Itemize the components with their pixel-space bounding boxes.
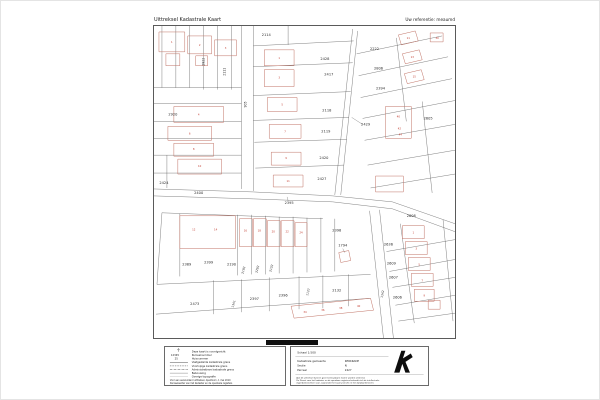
- parcel-number-label: 2636: [383, 242, 393, 247]
- house-number-label: 11: [406, 36, 410, 40]
- map-labels: [159, 33, 439, 314]
- house-number-label: 1: [412, 231, 415, 235]
- legend-item-label: Administratieve kadastrale grens: [191, 368, 234, 372]
- legend-item-label: Vastgestelde kadastrale grens: [191, 361, 231, 365]
- parcel-number-label: 1341: [230, 299, 237, 309]
- parcel-number-label: 905: [243, 101, 248, 108]
- map-header: [153, 12, 456, 25]
- parcel-number-label: 2119: [321, 129, 331, 134]
- house-number-label: 10: [198, 165, 202, 169]
- parcel-number-label: 2394: [375, 86, 386, 91]
- parcel-number-label: 2292: [254, 265, 261, 274]
- black-marker-bar: [266, 340, 318, 345]
- parcel-number-label: 2429: [361, 122, 371, 127]
- cadastral-map: [153, 25, 456, 339]
- house-number-label: 16: [243, 229, 248, 233]
- info-field-label: Perceel: [297, 368, 307, 372]
- parcel-number-label: 2920: [168, 112, 178, 117]
- house-number-label: 12: [192, 228, 196, 232]
- house-number-label: 1: [171, 40, 173, 44]
- parcel-number-label: 2389: [182, 262, 192, 267]
- house-number-label: 9: [285, 157, 287, 161]
- house-number-label: 15: [412, 75, 416, 79]
- house-number-label: 30: [435, 36, 439, 40]
- parcel-number-label: 2114: [261, 32, 271, 37]
- legend-item-label: Bebouwing: [191, 371, 206, 375]
- parcel-number-label: 2473: [190, 302, 200, 307]
- house-number-label: 14: [213, 228, 218, 232]
- parcel-number-label: 2420: [319, 156, 329, 161]
- parcel-number-label: 2395: [284, 200, 294, 205]
- parcel-number-label: 2400: [194, 190, 204, 195]
- house-number-label: 44: [398, 133, 403, 137]
- legend-item-label: Voorlopige kadastrale grens: [191, 364, 228, 368]
- parcel-number-label: 2399: [204, 260, 214, 265]
- house-number-label: 20: [271, 230, 275, 234]
- house-number-label: 9: [423, 294, 426, 298]
- reference-label: Uw referentie: meaumd: [405, 17, 455, 22]
- parcel-number-label: 2922: [201, 57, 206, 66]
- parcel-number-label: 2424: [159, 180, 169, 185]
- parcel-number-label: 2102: [268, 264, 275, 273]
- parcel-number-label: 2222: [369, 46, 380, 51]
- house-number-label: 11: [286, 179, 290, 184]
- house-number-label: 42: [397, 127, 402, 131]
- parcel-number-label: 2417: [324, 72, 334, 77]
- house-number-label: 36: [321, 309, 325, 313]
- parcel-number-label: 2605: [423, 116, 433, 121]
- house-number-label: 40: [396, 115, 401, 119]
- house-number-label: 40: [356, 305, 361, 309]
- house-number-label: 3: [415, 247, 418, 251]
- parcel-number-label: 2608: [406, 213, 416, 218]
- house-number-label: 7: [284, 130, 286, 134]
- parcel-number-label: 2118: [322, 108, 332, 113]
- parcel-number-label: 1127: [305, 287, 311, 297]
- parcel-number-label: 2607: [388, 275, 398, 280]
- north-indicator: [177, 349, 179, 352]
- house-number-label: 5: [281, 103, 283, 107]
- parcel-number-label: 2427: [317, 177, 327, 182]
- house-number-label: 6: [188, 132, 191, 136]
- parcel-number-label: 2397: [249, 297, 259, 302]
- parcel-number-label: 2190: [226, 262, 237, 267]
- kadaster-logo: [394, 351, 413, 373]
- parcel-number-label: 2192: [240, 266, 247, 275]
- house-number-label: 1: [278, 56, 280, 60]
- house-number-label: 3: [224, 46, 227, 50]
- parcel-number-label: 1342: [379, 290, 386, 299]
- document-title: Uittreksel Kadastrale Kaart: [154, 17, 222, 23]
- parcel-number-label: 2396: [278, 293, 288, 298]
- house-number-label: 22: [285, 230, 289, 234]
- house-number-label: 2: [198, 43, 201, 47]
- house-number-label: 38: [339, 307, 343, 311]
- house-number-label: 8: [192, 148, 195, 152]
- parcel-number-label: 2609: [386, 261, 396, 266]
- building-outlines: [159, 31, 443, 318]
- house-number-label: 34: [303, 311, 307, 315]
- info-field-label: Sectie: [297, 364, 306, 368]
- scale-label: Schaal 1:500: [297, 350, 316, 355]
- legend-footer-line: Voor een eensluidend uittreksel, Apeldoorn, 1 mei 2010: [169, 379, 231, 383]
- info-field-label: Kadastrale gemeente: [297, 360, 326, 364]
- info-field-value: N: [344, 364, 347, 368]
- house-number-label: 24: [299, 231, 303, 235]
- parcel-number-label: 1794: [338, 243, 348, 248]
- parcel-number-label: 2398: [332, 228, 342, 233]
- legend-footer-line: De bewaarder van het kadaster en de openbare registers: [169, 381, 233, 385]
- house-number-label: 13: [410, 55, 414, 59]
- legend-symbol-perceelnummer: 12345: [170, 353, 179, 357]
- disclaimer-line: eigendomsrechten voor, waaronder het auteursrecht en het databankenrecht.: [296, 382, 375, 385]
- house-number-label: 3: [278, 76, 280, 80]
- disclaimer-line: Aan dit uittreksel kunnen geen betrouwbare maten worden ontleend.: [296, 377, 366, 380]
- parcel-number-label: 2428: [320, 56, 330, 61]
- house-number-label: 5: [418, 263, 421, 267]
- legend: [164, 346, 286, 386]
- legend-symbol-huisnummer: 25: [174, 357, 178, 361]
- parcel-number-label: 2132: [332, 288, 342, 293]
- legend-north-note: Deze kaart is noordgericht: [191, 350, 226, 354]
- house-number-label: 4: [197, 113, 200, 117]
- parcel-boundaries: [154, 26, 455, 338]
- legend-item-label: Overige topografie: [191, 375, 216, 379]
- info-field-value: 2427: [344, 368, 352, 372]
- disclaimer-line: De Dienst voor het kadaster en de openbare registers behoudt zich de intellectuele: [296, 380, 380, 383]
- house-number-label: 18: [257, 229, 261, 233]
- parcel-number-label: 2111: [222, 67, 227, 76]
- legend-item-label: Huisnummer: [191, 357, 209, 361]
- house-number-label: 7: [421, 279, 424, 283]
- info-field-value: KERKRADE: [344, 360, 360, 364]
- parcel-number-label: 2806: [373, 66, 384, 71]
- parcel-number-label: 2606: [392, 295, 402, 300]
- map-info: [290, 346, 429, 386]
- legend-item-label: Perceelnummer: [191, 353, 212, 357]
